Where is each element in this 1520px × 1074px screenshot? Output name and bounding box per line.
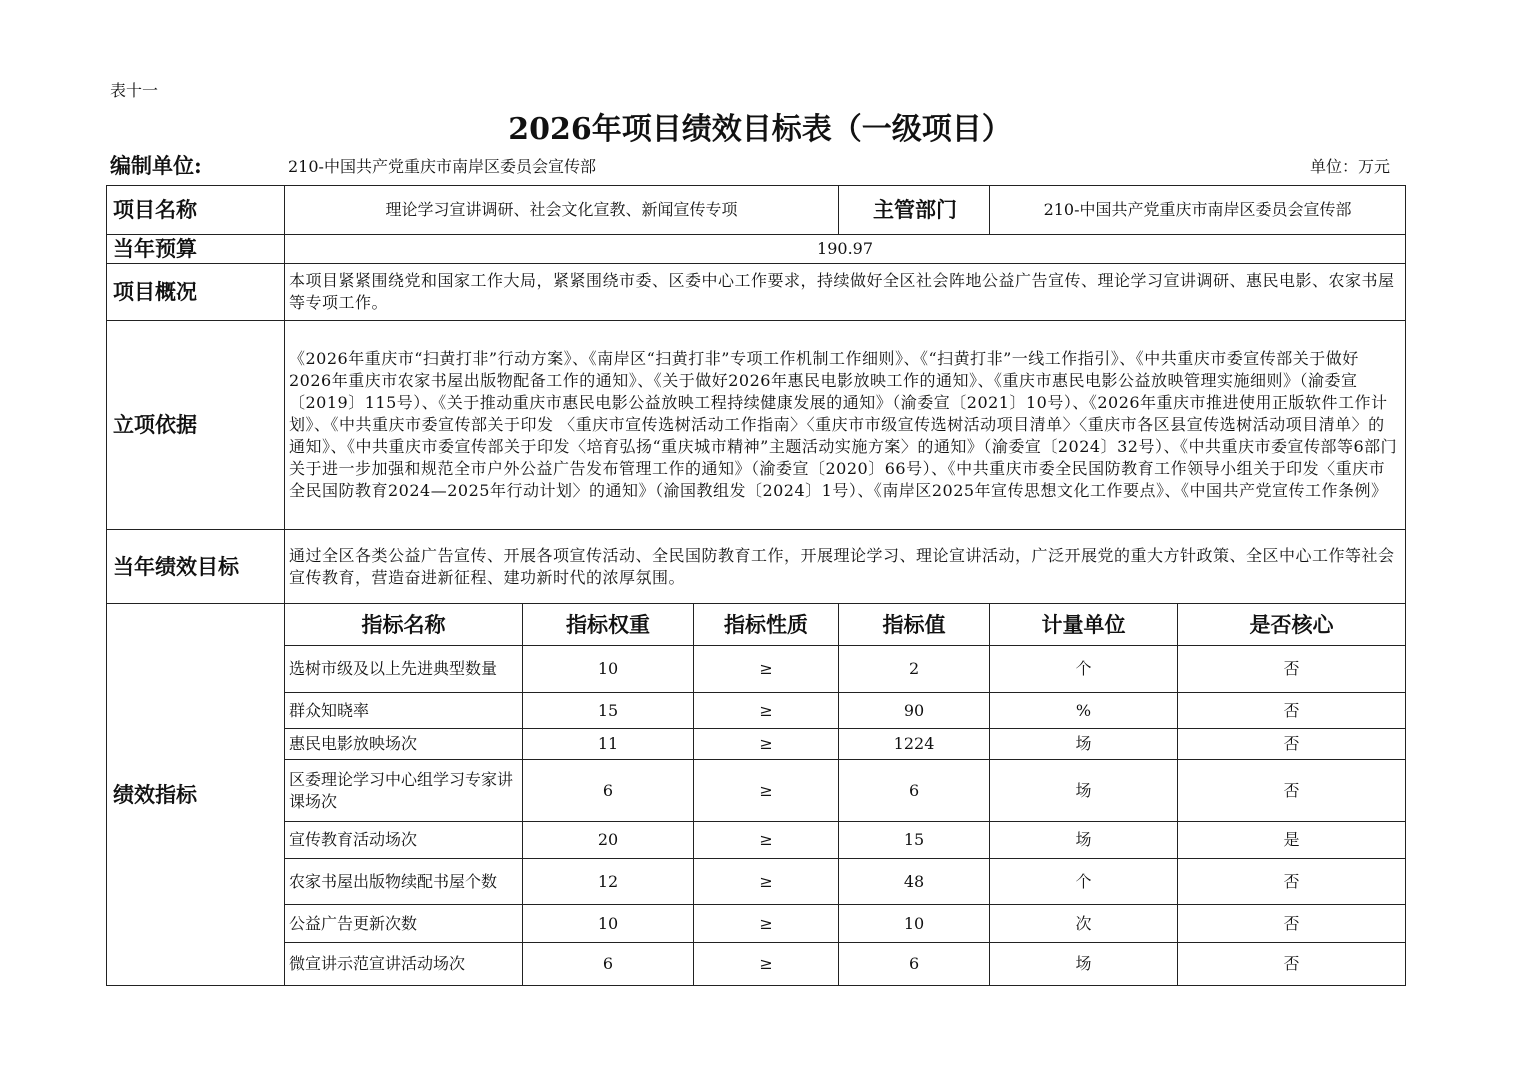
goal-row xyxy=(107,530,1406,604)
table-row xyxy=(107,905,1406,943)
indicator-weight: 11 xyxy=(523,729,694,760)
indicator-weight: 20 xyxy=(523,822,694,859)
indicator-nature: ≥ xyxy=(694,859,839,905)
indicator-weight: 6 xyxy=(523,760,694,822)
indicator-value: 2 xyxy=(839,646,990,693)
indicator-value: 1224 xyxy=(839,729,990,760)
indicator-nature: ≥ xyxy=(694,822,839,859)
column-header: 计量单位 xyxy=(990,604,1178,646)
project-name-value: 理论学习宣讲调研、社会文化宣教、新闻宣传专项 xyxy=(285,186,839,235)
table-row xyxy=(107,760,1406,822)
indicator-core: 否 xyxy=(1178,905,1406,943)
indicator-name: 群众知晓率 xyxy=(285,693,523,729)
indicator-core: 否 xyxy=(1178,693,1406,729)
indicator-name: 农家书屋出版物续配书屋个数 xyxy=(285,859,523,905)
indicator-core: 否 xyxy=(1178,729,1406,760)
indicator-unit: 个 xyxy=(990,859,1178,905)
indicator-nature: ≥ xyxy=(694,943,839,986)
basis-value: 《2026年重庆市“扫黄打非”行动方案》、《南岸区“扫黄打非”专项工作机制工作细则》、《“扫黄打非”一线工作指引》、《中共重庆市委宣传部关于做好 2026年重庆市农家书屋出版物配备工作的通知》、《关于做好2026年惠民电影放映工作的通知》、《重庆市惠民电影公益放映管理实施细则》（渝委宣〔2019〕115号）、《关于推动重庆市惠民电影公益放映工程持续健康发展的通知》（渝委宣〔2021〕10号）、《2026年重庆市推进使用正版软件工作计划》、《中共重庆市委宣传部关于印发 〈重庆市宣传选树活动工作指南〉〈重庆市市级宣传选树活动项目清单〉〈重庆市各区县宣传选树活动项目清单〉的通知》、《中共重庆市委宣传部关于印发〈培育弘扬“重庆城市精神”主题活动实施方案〉的通知》（渝委宣〔2024〕32号）、《中共重庆市委宣传部等6部门关于进一步加强和规范全市户外公益广告发布管理工作的通知》（渝委宣〔2020〕66号）、《中共重庆市委全民国防教育工作领导小组关于印发〈重庆市全民国防教育2024—2025年行动计划〉的通知》（渝国教组发〔2024〕1号）、《南岸区2025年宣传思想文化工作要点》、《中国共产党宣传工作条例》 xyxy=(285,321,1406,530)
project-name-row xyxy=(107,186,1406,235)
unit-label: 单位：万元 xyxy=(1310,157,1391,176)
indicator-nature: ≥ xyxy=(694,729,839,760)
indicator-value: 10 xyxy=(839,905,990,943)
indicator-name: 惠民电影放映场次 xyxy=(285,729,523,760)
indicator-unit: % xyxy=(990,693,1178,729)
overview-value: 本项目紧紧围绕党和国家工作大局，紧紧围绕市委、区委中心工作要求，持续做好全区社会阵地公益广告宣传、理论学习宣讲调研、惠民电影、农家书屋等专项工作。 xyxy=(285,264,1406,321)
indicator-value: 6 xyxy=(839,760,990,822)
indicator-core: 否 xyxy=(1178,859,1406,905)
org-value: 210-中国共产党重庆市南岸区委员会宣传部 xyxy=(288,157,596,176)
table-row xyxy=(107,646,1406,693)
budget-label: 当年预算 xyxy=(107,235,285,264)
indicator-name: 选树市级及以上先进典型数量 xyxy=(285,646,523,693)
goal-value: 通过全区各类公益广告宣传、开展各项宣传活动、全民国防教育工作，开展理论学习、理论宣讲活动，广泛开展党的重大方针政策、全区中心工作等社会宣传教育，营造奋进新征程、建功新时代的浓厚氛围。 xyxy=(285,530,1406,604)
column-header: 指标值 xyxy=(839,604,990,646)
indicator-weight: 6 xyxy=(523,943,694,986)
indicator-weight: 10 xyxy=(523,905,694,943)
project-name-label: 项目名称 xyxy=(107,186,285,235)
performance-goal-table xyxy=(106,185,1406,986)
indicator-nature: ≥ xyxy=(694,646,839,693)
indicator-weight: 15 xyxy=(523,693,694,729)
indicator-weight: 12 xyxy=(523,859,694,905)
table-label: 表十一 xyxy=(110,81,159,100)
indicator-value: 48 xyxy=(839,859,990,905)
goal-label: 当年绩效目标 xyxy=(107,530,285,604)
table-row xyxy=(107,822,1406,859)
document-title: 2026年项目绩效目标表（一级项目） xyxy=(508,112,1012,147)
overview-label: 项目概况 xyxy=(107,264,285,321)
org-label: 编制单位: xyxy=(110,153,202,178)
table-row xyxy=(107,693,1406,729)
indicator-name: 区委理论学习中心组学习专家讲课场次 xyxy=(285,760,523,822)
dept-value: 210-中国共产党重庆市南岸区委员会宣传部 xyxy=(990,186,1406,235)
indicator-weight: 10 xyxy=(523,646,694,693)
indicator-name: 公益广告更新次数 xyxy=(285,905,523,943)
table-row xyxy=(107,943,1406,986)
indicator-unit: 场 xyxy=(990,822,1178,859)
indicator-nature: ≥ xyxy=(694,693,839,729)
indicator-header-row xyxy=(107,604,1406,646)
indicator-value: 90 xyxy=(839,693,990,729)
indicator-value: 15 xyxy=(839,822,990,859)
column-header: 是否核心 xyxy=(1178,604,1406,646)
budget-row xyxy=(107,235,1406,264)
indicator-nature: ≥ xyxy=(694,905,839,943)
indicator-core: 否 xyxy=(1178,760,1406,822)
indicator-unit: 场 xyxy=(990,729,1178,760)
indicator-core: 否 xyxy=(1178,943,1406,986)
column-header: 指标名称 xyxy=(285,604,523,646)
dept-label: 主管部门 xyxy=(839,186,990,235)
indicator-value: 6 xyxy=(839,943,990,986)
budget-value: 190.97 xyxy=(285,235,1406,264)
basis-row xyxy=(107,321,1406,530)
column-header: 指标性质 xyxy=(694,604,839,646)
indicator-core: 否 xyxy=(1178,646,1406,693)
table-row xyxy=(107,729,1406,760)
table-row xyxy=(107,859,1406,905)
indicator-nature: ≥ xyxy=(694,760,839,822)
overview-row xyxy=(107,264,1406,321)
indicator-unit: 次 xyxy=(990,905,1178,943)
indicators-label: 绩效指标 xyxy=(107,604,285,986)
indicator-unit: 场 xyxy=(990,943,1178,986)
indicator-unit: 个 xyxy=(990,646,1178,693)
indicator-name: 微宣讲示范宣讲活动场次 xyxy=(285,943,523,986)
indicator-unit: 场 xyxy=(990,760,1178,822)
indicator-core: 是 xyxy=(1178,822,1406,859)
indicator-name: 宣传教育活动场次 xyxy=(285,822,523,859)
column-header: 指标权重 xyxy=(523,604,694,646)
basis-label: 立项依据 xyxy=(107,321,285,530)
